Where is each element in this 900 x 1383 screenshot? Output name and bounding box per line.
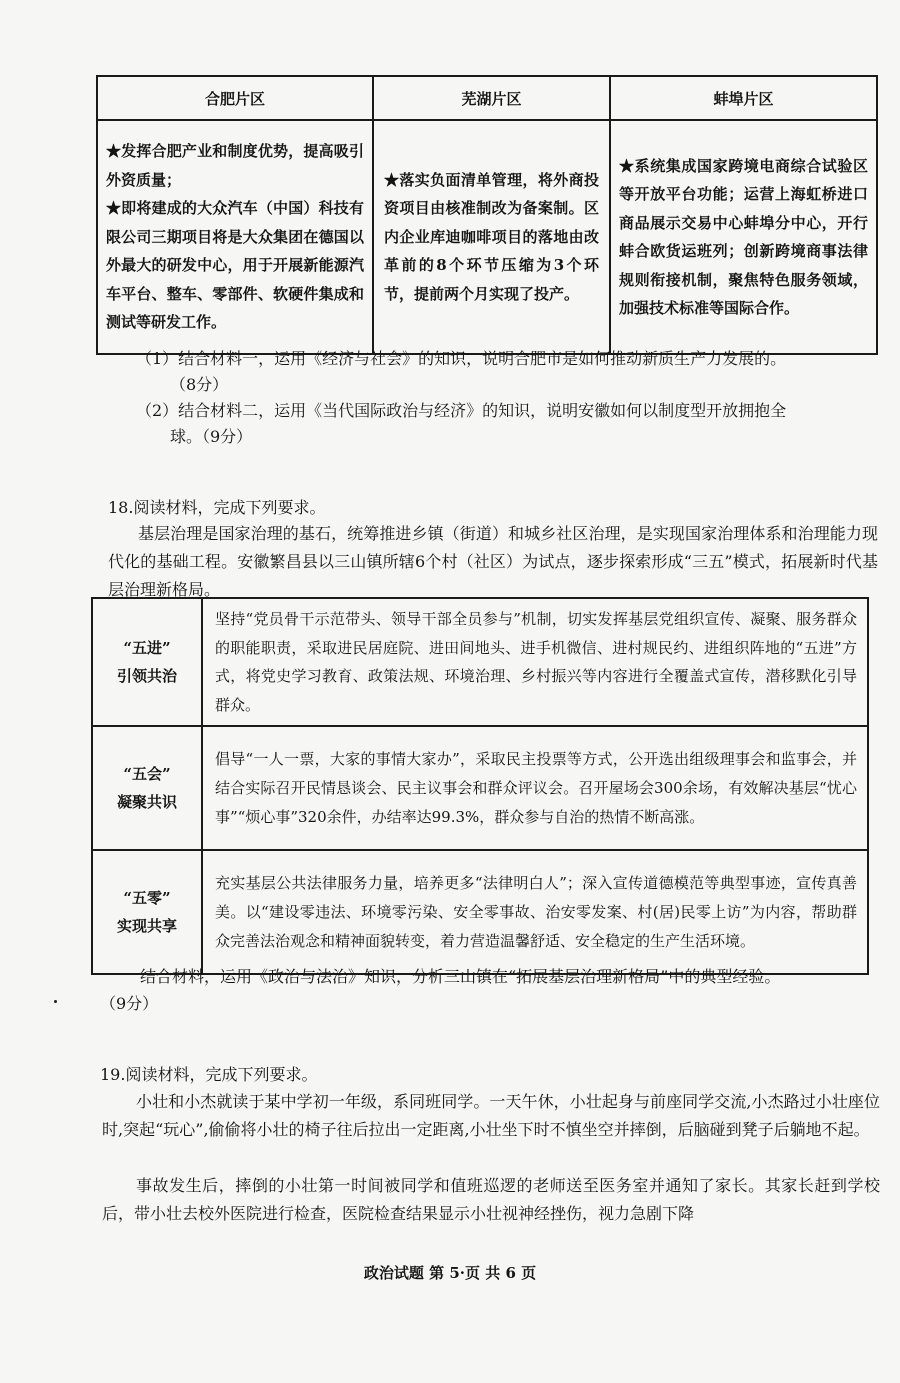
cell-wuhu <box>373 120 610 354</box>
label-wujin-2: 引领共治 <box>116 667 177 686</box>
label-wuling-1: “五零” <box>123 889 171 908</box>
scan-dot <box>54 1000 57 1003</box>
q17-sub2-cont: 球。（9分） <box>170 427 253 446</box>
cell-bengbu <box>610 120 877 354</box>
q18-score: （9分） <box>100 994 159 1013</box>
header-bengbu: 蚌埠片区 <box>610 76 877 120</box>
row-text-wuhui: 倡导“一人一票，大家的事情大家办”，采取民主投票等方式，公开选出组级理事会和监事会，并结合实际召开民情恳谈会、民主议事会和群众评议会。召开屋场会300余场，有效解决基层“忧心事”“烦心事”320余件，办结率达99.3%，群众参与自治的热情不断高涨。 <box>202 726 868 850</box>
hefei-point-2: ★即将建成的大众汽车（中国）科技有限公司三期项目将是大众集团在德国以外最大的研发中心，用于开展新能源汽车平台、整车、零部件、软硬件集成和测试等研发工作。 <box>106 199 364 332</box>
q18-heading: 18.阅读材料，完成下列要求。 <box>108 498 326 517</box>
q18-intro: 基层治理是国家治理的基石，统筹推进乡镇（街道）和城乡社区治理，是实现国家治理体系和治理能力现代化的基础工程。安徽繁昌县以三山镇所辖6个村（社区）为试点，逐步探索形成“三五”模式，拓展新时代基层治理新格局。 <box>108 524 878 599</box>
q18-question: 结合材料，运用《政治与法治》知识，分析三山镇在“拓展基层治理新格局”中的典型经验。 <box>140 967 781 986</box>
q19-paragraph-2: 事故发生后，摔倒的小壮第一时间被同学和值班巡逻的老师送至医务室并通知了家长。其家长赶到学校后，带小壮去校外医院进行检查，医院检查结果显示小壮视神经挫伤，视力急剧下降 <box>102 1176 880 1223</box>
bengbu-point-1: ★系统集成国家跨境电商综合试验区等开放平台功能；运营上海虹桥进口商品展示交易中心蚌埠分中心，开行蚌合欧货运班列；创新跨境商事法律规则衔接机制，聚焦特色服务领域，加强技术标准等国际合作。 <box>619 156 868 317</box>
header-hefei: 合肥片区 <box>97 76 373 120</box>
label-wuhui-1: “五会” <box>123 765 171 784</box>
q17-sub1 <box>136 346 876 372</box>
header-wuhu: 芜湖片区 <box>373 76 610 120</box>
label-wujin-1: “五进” <box>123 639 171 658</box>
q17-sub1-score: （8分） <box>170 375 229 394</box>
q19-paragraph-1: 小壮和小杰就读于某中学初一年级，系同班同学。一天午休，小壮起身与前座同学交流,小杰路过小壮座位时,突起“玩心”,偷偷将小壮的椅子往后拉出一定距离,小壮坐下时不慎坐空并摔倒，后脑碰到凳子后躺地不起。 <box>102 1092 880 1139</box>
row-label-wuhui <box>92 726 202 850</box>
page-footer: 政治试题 第 5·页 共 6 页 <box>363 1264 537 1282</box>
wuhu-point-1: ★落实负面清单管理，将外商投资项目由核准制改为备案制。区内企业库迪咖啡项目的落地由改革前的8个环节压缩为3个环节，提前两个月实现了投产。 <box>384 170 599 303</box>
row-label-wujin <box>92 598 202 726</box>
q17-sub2: （2）结合材料二，运用《当代国际政治与经济》的知识，说明安徽如何以制度型开放拥抱全 <box>136 401 787 420</box>
material-table-pilot-zones <box>96 75 878 355</box>
row-text-wuling: 充实基层公共法律服务力量，培养更多“法律明白人”；深入宣传道德模范等典型事迹，宣传真善美。以“建设零违法、环境零污染、安全零事故、治安零发案、村(居)民零上访”为内容，帮助群众完善法治观念和精神面貌转变，着力营造温馨舒适、安全稳定的生产生活环境。 <box>202 850 868 974</box>
material-table-three-five <box>91 597 869 975</box>
q17-sub1-text: （1）结合材料一，运用《经济与社会》的知识，说明合肥市是如何推动新质生产力发展的。 <box>136 349 787 368</box>
cell-hefei <box>97 120 373 354</box>
row-label-wuling <box>92 850 202 974</box>
q19-heading: 19.阅读材料，完成下列要求。 <box>100 1065 318 1084</box>
hefei-point-1: ★发挥合肥产业和制度优势，提高吸引外资质量； <box>106 142 364 189</box>
row-text-wujin: 坚持“党员骨干示范带头、领导干部全员参与”机制，切实发挥基层党组织宣传、凝聚、服务群众的职能职责，采取进民居庭院、进田间地头、进手机微信、进村规民约、进组织阵地的“五进”方式，将党史学习教育、政策法规、环境治理、乡村振兴等内容进行全覆盖式宣传，潜移默化引导群众。 <box>202 598 868 726</box>
label-wuhui-2: 凝聚共识 <box>116 793 177 812</box>
label-wuling-2: 实现共享 <box>116 917 177 936</box>
